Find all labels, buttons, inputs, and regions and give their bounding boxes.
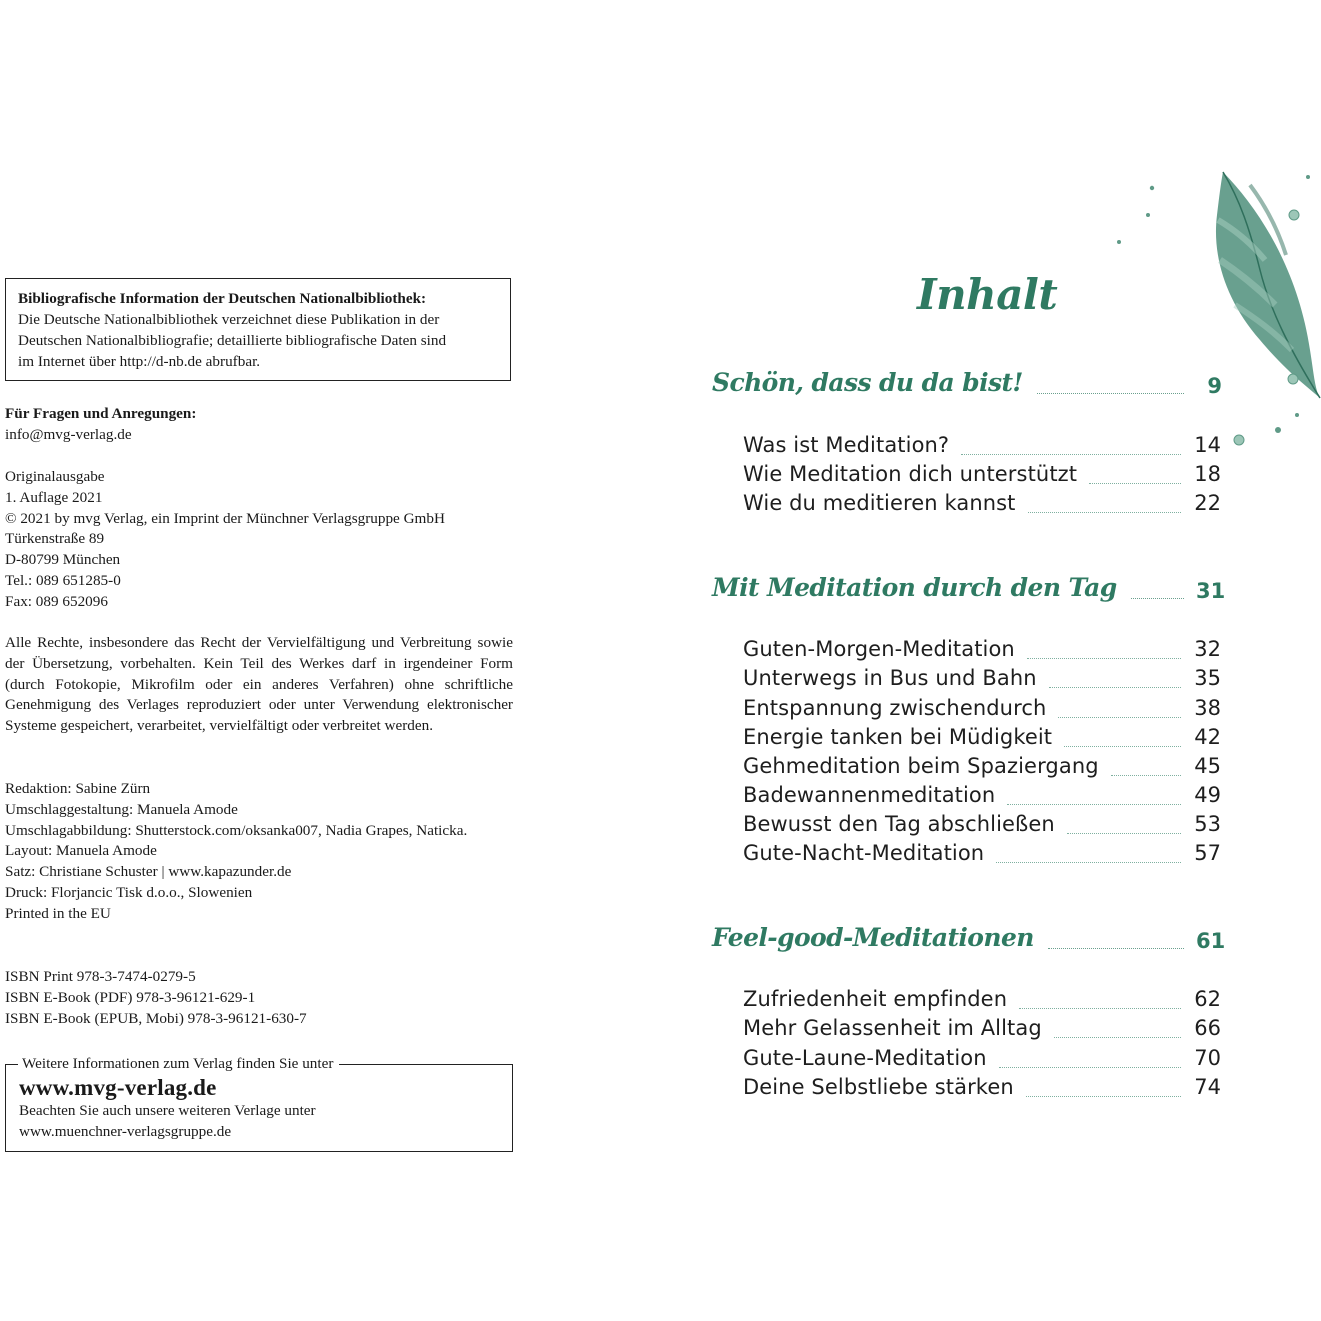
table-of-contents-page [700,0,1321,1321]
credits-block [5,779,467,925]
dotted-leader [1058,717,1181,718]
toc-entry[interactable] [743,459,1221,488]
toc-entry-title: Unterwegs in Bus und Bahn [743,666,1037,690]
dotted-leader [1067,833,1181,834]
dotted-leader [996,862,1181,863]
toc-entry[interactable] [743,1043,1221,1072]
dotted-leader [1111,775,1181,776]
dotted-leader [1048,948,1184,949]
isbn-print: ISBN Print 978-3-7474-0279-5 [5,968,196,985]
toc-entry-page: 49 [1194,783,1221,807]
toc-entry-page: 42 [1194,725,1221,749]
toc-entry[interactable] [743,663,1221,692]
dotted-leader [1037,393,1184,394]
toc-entry-title: Badewannenmeditation [743,783,996,807]
toc-entry[interactable] [743,693,1221,722]
publisher-note-line: Beachten Sie auch unsere weiteren Verlage unter [19,1102,316,1119]
rights-paragraph: Alle Rechte, insbesondere das Recht der Vervielfältigung und Verbreitung sowie der Übersetzung, vorbehalten. Kein Teil des Werkes darf in irgendeiner Form (durch Fotokopie, Mikrofilm oder ein anderes Verfahren) ohne schriftliche Genehmigung des Verlages reproduziert oder unter Verwendung elektronischer Systeme gespeichert, verarbeitet, vervielfältigt oder verbreitet werden. [5,634,513,735]
toc-entry[interactable] [743,1072,1221,1101]
toc-entry-page: 18 [1194,462,1221,486]
toc-entry-title: Wie Meditation dich unterstützt [743,462,1078,486]
toc-entry[interactable] [743,1013,1221,1042]
toc-entry-page: 74 [1194,1075,1221,1099]
toc-entry-title: Mehr Gelassenheit im Alltag [743,1016,1042,1040]
toc-entry-page: 38 [1194,696,1221,720]
toc-entry[interactable] [743,984,1221,1013]
toc-entry-page: 35 [1194,666,1221,690]
dotted-leader [1028,512,1181,513]
bibliographic-line: Die Deutsche Nationalbibliothek verzeichnet diese Publikation in der [18,311,440,328]
toc-entry-page: 66 [1194,1016,1221,1040]
contact-block [5,404,196,446]
toc-entry[interactable] [743,488,1221,517]
toc-entry-title: Bewusst den Tag abschließen [743,812,1055,836]
publisher-info-legend: Weitere Informationen zum Verlag finden Sie unter [18,1054,339,1074]
toc-section[interactable] [712,915,1226,955]
dotted-leader [1049,687,1181,688]
toc-entry[interactable] [743,634,1221,663]
publisher-info-box [5,1055,513,1152]
toc-entry-title: Guten-Morgen-Meditation [743,637,1015,661]
contact-heading: Für Fragen und Anregungen: [5,405,197,422]
dotted-leader [961,454,1181,455]
phone-number: Tel.: 089 651285-0 [5,571,121,589]
toc-entry-page: 62 [1194,987,1221,1011]
edition-line: Originalausgabe [5,468,105,485]
isbn-block [5,967,307,1029]
toc-entry-title: Deine Selbstliebe stärken [743,1075,1014,1099]
toc-entry-page: 32 [1194,637,1221,661]
toc-section-page: 9 [1207,374,1222,398]
toc-entry-title: Gute-Laune-Meditation [743,1046,987,1070]
isbn-pdf: ISBN E-Book (PDF) 978-3-96121-629-1 [5,988,256,1006]
toc-entry[interactable] [743,809,1221,838]
toc-entry[interactable] [743,780,1221,809]
toc-section-title: Mit Meditation durch den Tag [712,573,1117,602]
toc-entry-title: Gehmeditation beim Spaziergang [743,754,1099,778]
dotted-leader [1064,746,1181,747]
bibliographic-heading: Bibliografische Information der Deutschen Nationalbibliothek: [18,290,427,307]
credit-line: Printed in the EU [5,904,111,922]
toc-entry-title: Wie du meditieren kannst [743,491,1016,515]
toc-entry[interactable] [743,430,1221,459]
toc-section[interactable] [712,360,1222,400]
toc-entry-title: Energie tanken bei Müdigkeit [743,725,1053,749]
dotted-leader [1019,1008,1181,1009]
credit-line: Satz: Christiane Schuster | www.kapazunder.de [5,863,292,881]
credit-line: Layout: Manuela Amode [5,842,157,860]
dotted-leader [1007,804,1181,805]
toc-section[interactable] [712,565,1226,605]
credit-line: Umschlaggestaltung: Manuela Amode [5,800,238,818]
credit-line: Umschlagabbildung: Shutterstock.com/oksanka007, Nadia Grapes, Naticka. [5,821,468,839]
imprint-page [0,0,520,1321]
edition-line: 1. Auflage 2021 [5,488,103,506]
toc-entry-page: 45 [1194,754,1221,778]
toc-section-page: 61 [1196,929,1226,953]
toc-entry-page: 22 [1194,491,1221,515]
toc-entry[interactable] [743,751,1221,780]
toc-section-page: 31 [1196,579,1226,603]
toc-entry-title: Zufriedenheit empfinden [743,987,1008,1011]
toc-entry-page: 14 [1194,433,1221,457]
toc-entry-title: Was ist Meditation? [743,433,950,457]
toc-section-title: Schön, dass du da bist! [712,368,1023,397]
bibliographic-info-box [5,278,511,381]
credit-line: Druck: Florjancic Tisk d.o.o., Slowenien [5,883,253,901]
bibliographic-line: im Internet über http://d-nb.de abrufbar. [18,353,261,370]
contact-email: info@mvg-verlag.de [5,425,132,443]
bibliographic-line: Deutschen Nationalbibliografie; detaillierte bibliografische Daten sind [18,332,447,349]
fax-number: Fax: 089 652096 [5,592,108,610]
credit-line: Redaktion: Sabine Zürn [5,780,151,797]
toc-entry-page: 53 [1194,812,1221,836]
publisher-url: www.mvg-verlag.de [19,1075,217,1100]
dotted-leader [1027,658,1181,659]
toc-entry[interactable] [743,838,1221,867]
toc-entry-title: Entspannung zwischendurch [743,696,1047,720]
toc-entry[interactable] [743,722,1221,751]
dotted-leader [1089,483,1181,484]
dotted-leader [1131,598,1184,599]
copyright-line: © 2021 by mvg Verlag, ein Imprint der Münchner Verlagsgruppe GmbH [5,509,445,527]
address-street: Türkenstraße 89 [5,530,105,548]
dotted-leader [1054,1037,1181,1038]
edition-block [5,467,445,613]
toc-entry-page: 57 [1194,841,1221,865]
address-city: D-80799 München [5,551,121,569]
dotted-leader [1026,1096,1181,1097]
isbn-epub: ISBN E-Book (EPUB, Mobi) 978-3-96121-630-7 [5,1009,307,1027]
dotted-leader [999,1067,1181,1068]
publisher-group-url: www.muenchner-verlagsgruppe.de [19,1122,232,1140]
toc-entry-page: 70 [1194,1046,1221,1070]
toc-title: Inhalt [917,270,1058,319]
toc-entry-title: Gute-Nacht-Meditation [743,841,985,865]
toc-section-title: Feel-good-Meditationen [712,923,1034,952]
